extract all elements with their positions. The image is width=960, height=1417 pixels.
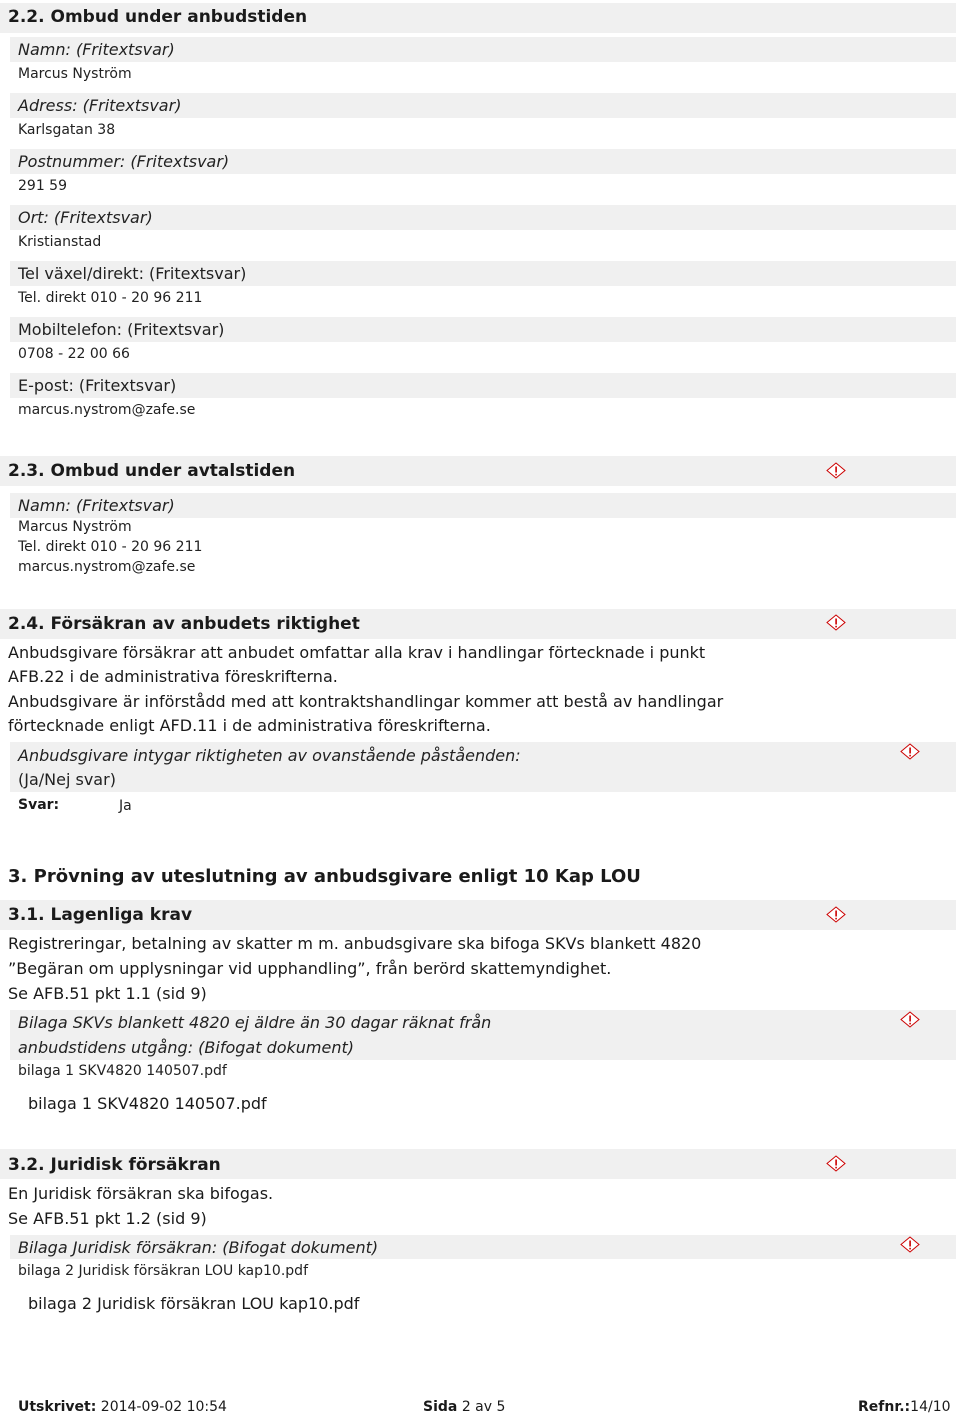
footer-page: [423, 1399, 505, 1415]
field-value: Marcus Nyström: [18, 66, 132, 82]
field-label: Adress: (Fritextsvar): [18, 96, 182, 115]
footer-printed: [18, 1399, 227, 1415]
body-text: ”Begäran om upplysningar vid upphandling”, från berörd skattemyndighet.: [8, 959, 612, 978]
question-text: Bilaga SKVs blankett 4820 ej äldre än 30 dagar räknat från: [18, 1013, 492, 1032]
body-text: Se AFB.51 pkt 1.1 (sid 9): [8, 984, 207, 1003]
field-value: marcus.nystrom@zafe.se: [18, 559, 196, 575]
footer-page-label: Sida: [423, 1399, 458, 1415]
attachment-link[interactable]: bilaga 1 SKV4820 140507.pdf: [28, 1094, 267, 1113]
field-label: Postnummer: (Fritextsvar): [18, 152, 230, 171]
footer-refnr-value: 14/10: [910, 1399, 951, 1415]
field-value: Tel. direkt 010 - 20 96 211: [18, 539, 203, 555]
warning-icon: [826, 1155, 846, 1172]
field-value: Tel. direkt 010 - 20 96 211: [18, 290, 203, 306]
field-label: Mobiltelefon: (Fritextsvar): [18, 320, 225, 339]
question-text: Bilaga Juridisk försäkran: (Bifogat dokument): [18, 1238, 379, 1257]
warning-icon: [826, 906, 846, 923]
body-text: förtecknade enligt AFD.11 i de administrativa föreskrifterna.: [8, 716, 491, 735]
field-label: Namn: (Fritextsvar): [18, 40, 175, 59]
chapter-title: 3. Prövning av uteslutning av anbudsgivare enligt 10 Kap LOU: [8, 866, 641, 887]
body-text: Registreringar, betalning av skatter m m. anbudsgivare ska bifoga SKVs blankett 4820: [8, 934, 702, 953]
section-title: 2.4. Försäkran av anbudets riktighet: [8, 614, 360, 634]
section-title: 2.3. Ombud under avtalstiden: [8, 461, 296, 481]
field-value: marcus.nystrom@zafe.se: [18, 402, 196, 418]
field-value: 0708 - 22 00 66: [18, 346, 130, 362]
field-value: Karlsgatan 38: [18, 122, 116, 138]
attachment-name: bilaga 1 SKV4820 140507.pdf: [18, 1063, 227, 1079]
warning-icon: [826, 462, 846, 479]
field-label: Ort: (Fritextsvar): [18, 208, 153, 227]
attachment-name: bilaga 2 Juridisk försäkran LOU kap10.pdf: [18, 1263, 308, 1279]
field-value: 291 59: [18, 178, 67, 194]
body-text: Anbudsgivare försäkrar att anbudet omfattar alla krav i handlingar förtecknade i punkt: [8, 643, 706, 662]
attachment-link[interactable]: bilaga 2 Juridisk försäkran LOU kap10.pdf: [28, 1294, 360, 1313]
field-label: Namn: (Fritextsvar): [18, 496, 175, 515]
body-text: Se AFB.51 pkt 1.2 (sid 9): [8, 1209, 207, 1228]
answer-label: Svar:: [18, 797, 60, 813]
body-text: Anbudsgivare är införstådd med att kontraktshandlingar kommer att bestå av handlingar: [8, 692, 724, 711]
answer-value: Ja: [119, 798, 132, 814]
question-text: Anbudsgivare intygar riktigheten av ovanstående påståenden:: [18, 746, 521, 765]
field-value: Marcus Nyström: [18, 519, 132, 535]
warning-icon: [826, 614, 846, 631]
warning-icon: [900, 1236, 920, 1253]
section-title: 3.1. Lagenliga krav: [8, 905, 193, 925]
warning-icon: [900, 1011, 920, 1028]
section-title: 3.2. Juridisk försäkran: [8, 1155, 221, 1175]
field-value: Kristianstad: [18, 234, 102, 250]
field-label: Tel växel/direkt: (Fritextsvar): [18, 264, 247, 283]
question-type: (Ja/Nej svar): [18, 770, 116, 789]
body-text: En Juridisk försäkran ska bifogas.: [8, 1184, 274, 1203]
warning-icon: [900, 743, 920, 760]
footer-refnr-label: Refnr.:: [858, 1399, 911, 1415]
footer-page-value: 2 av 5: [461, 1399, 506, 1415]
footer-printed-label: Utskrivet:: [18, 1399, 97, 1415]
section-title: 2.2. Ombud under anbudstiden: [8, 7, 308, 27]
field-label: E-post: (Fritextsvar): [18, 376, 177, 395]
footer-refnr: [858, 1399, 951, 1415]
footer-printed-value: 2014-09-02 10:54: [100, 1399, 227, 1415]
question-text: anbudstidens utgång: (Bifogat dokument): [18, 1038, 355, 1057]
body-text: AFB.22 i de administrativa föreskrifterna.: [8, 667, 338, 686]
